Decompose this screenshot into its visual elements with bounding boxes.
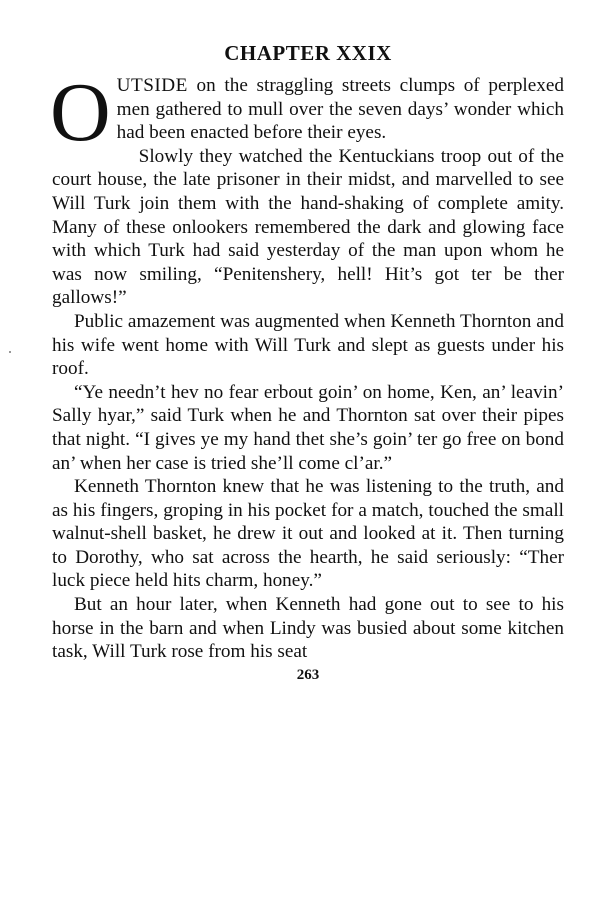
paragraph-3: Public amazement was augmented when Kenneth Thornton and his wife went home with Will Turk and slept as guests under his roof. <box>52 310 564 380</box>
book-page <box>52 40 564 684</box>
paragraph-1 <box>50 66 564 159</box>
chapter-title: CHAPTER XXIX <box>224 41 392 65</box>
page-number: 263 <box>296 666 320 683</box>
paragraph-2: Slowly they watched the Kentuckians troop out of the court house, the late prisoner in their midst, and marvelled to see Will Turk join them with the hand-shaking of complete amity. Many of these onlookers remembered the dark and glowing face with which Turk had said yesterday of the man upon whom he was now smiling, “Penitenshery, hell! Hit’s got ter be ther gallows!” <box>52 145 564 309</box>
paragraph-4: “Ye needn’t hev no fear erbout goin’ on home, Ken, an’ leavin’ Sally hyar,” said Turk when he and Thornton sat over their pipes that night. “I gives ye my hand thet she’s goin’ ter go free on bond an’ when her case is tried she’ll come cl’ar.” <box>52 381 564 474</box>
paragraph-6: But an hour later, when Kenneth had gone out to see to his horse in the barn and when Lindy was busied about some kitchen task, Will Turk rose from his seat <box>52 594 564 663</box>
stray-mark <box>9 351 11 353</box>
paragraph-1-text: on the straggling streets clumps of perplexed men gathered to mull over the seven days’ wonder which had been enacted before their eyes. <box>116 75 564 144</box>
first-word: UTSIDE <box>116 75 188 96</box>
paragraph-5: Kenneth Thornton knew that he was listening to the truth, and as his fingers, groping in his pocket for a match, touched the small walnut-shell basket, he drew it out and looked at it. Then turning to Dorothy, who sat across the hearth, he said seriously: “Ther luck piece held hits charm, honey.” <box>52 476 564 592</box>
drop-cap: O <box>50 66 111 159</box>
